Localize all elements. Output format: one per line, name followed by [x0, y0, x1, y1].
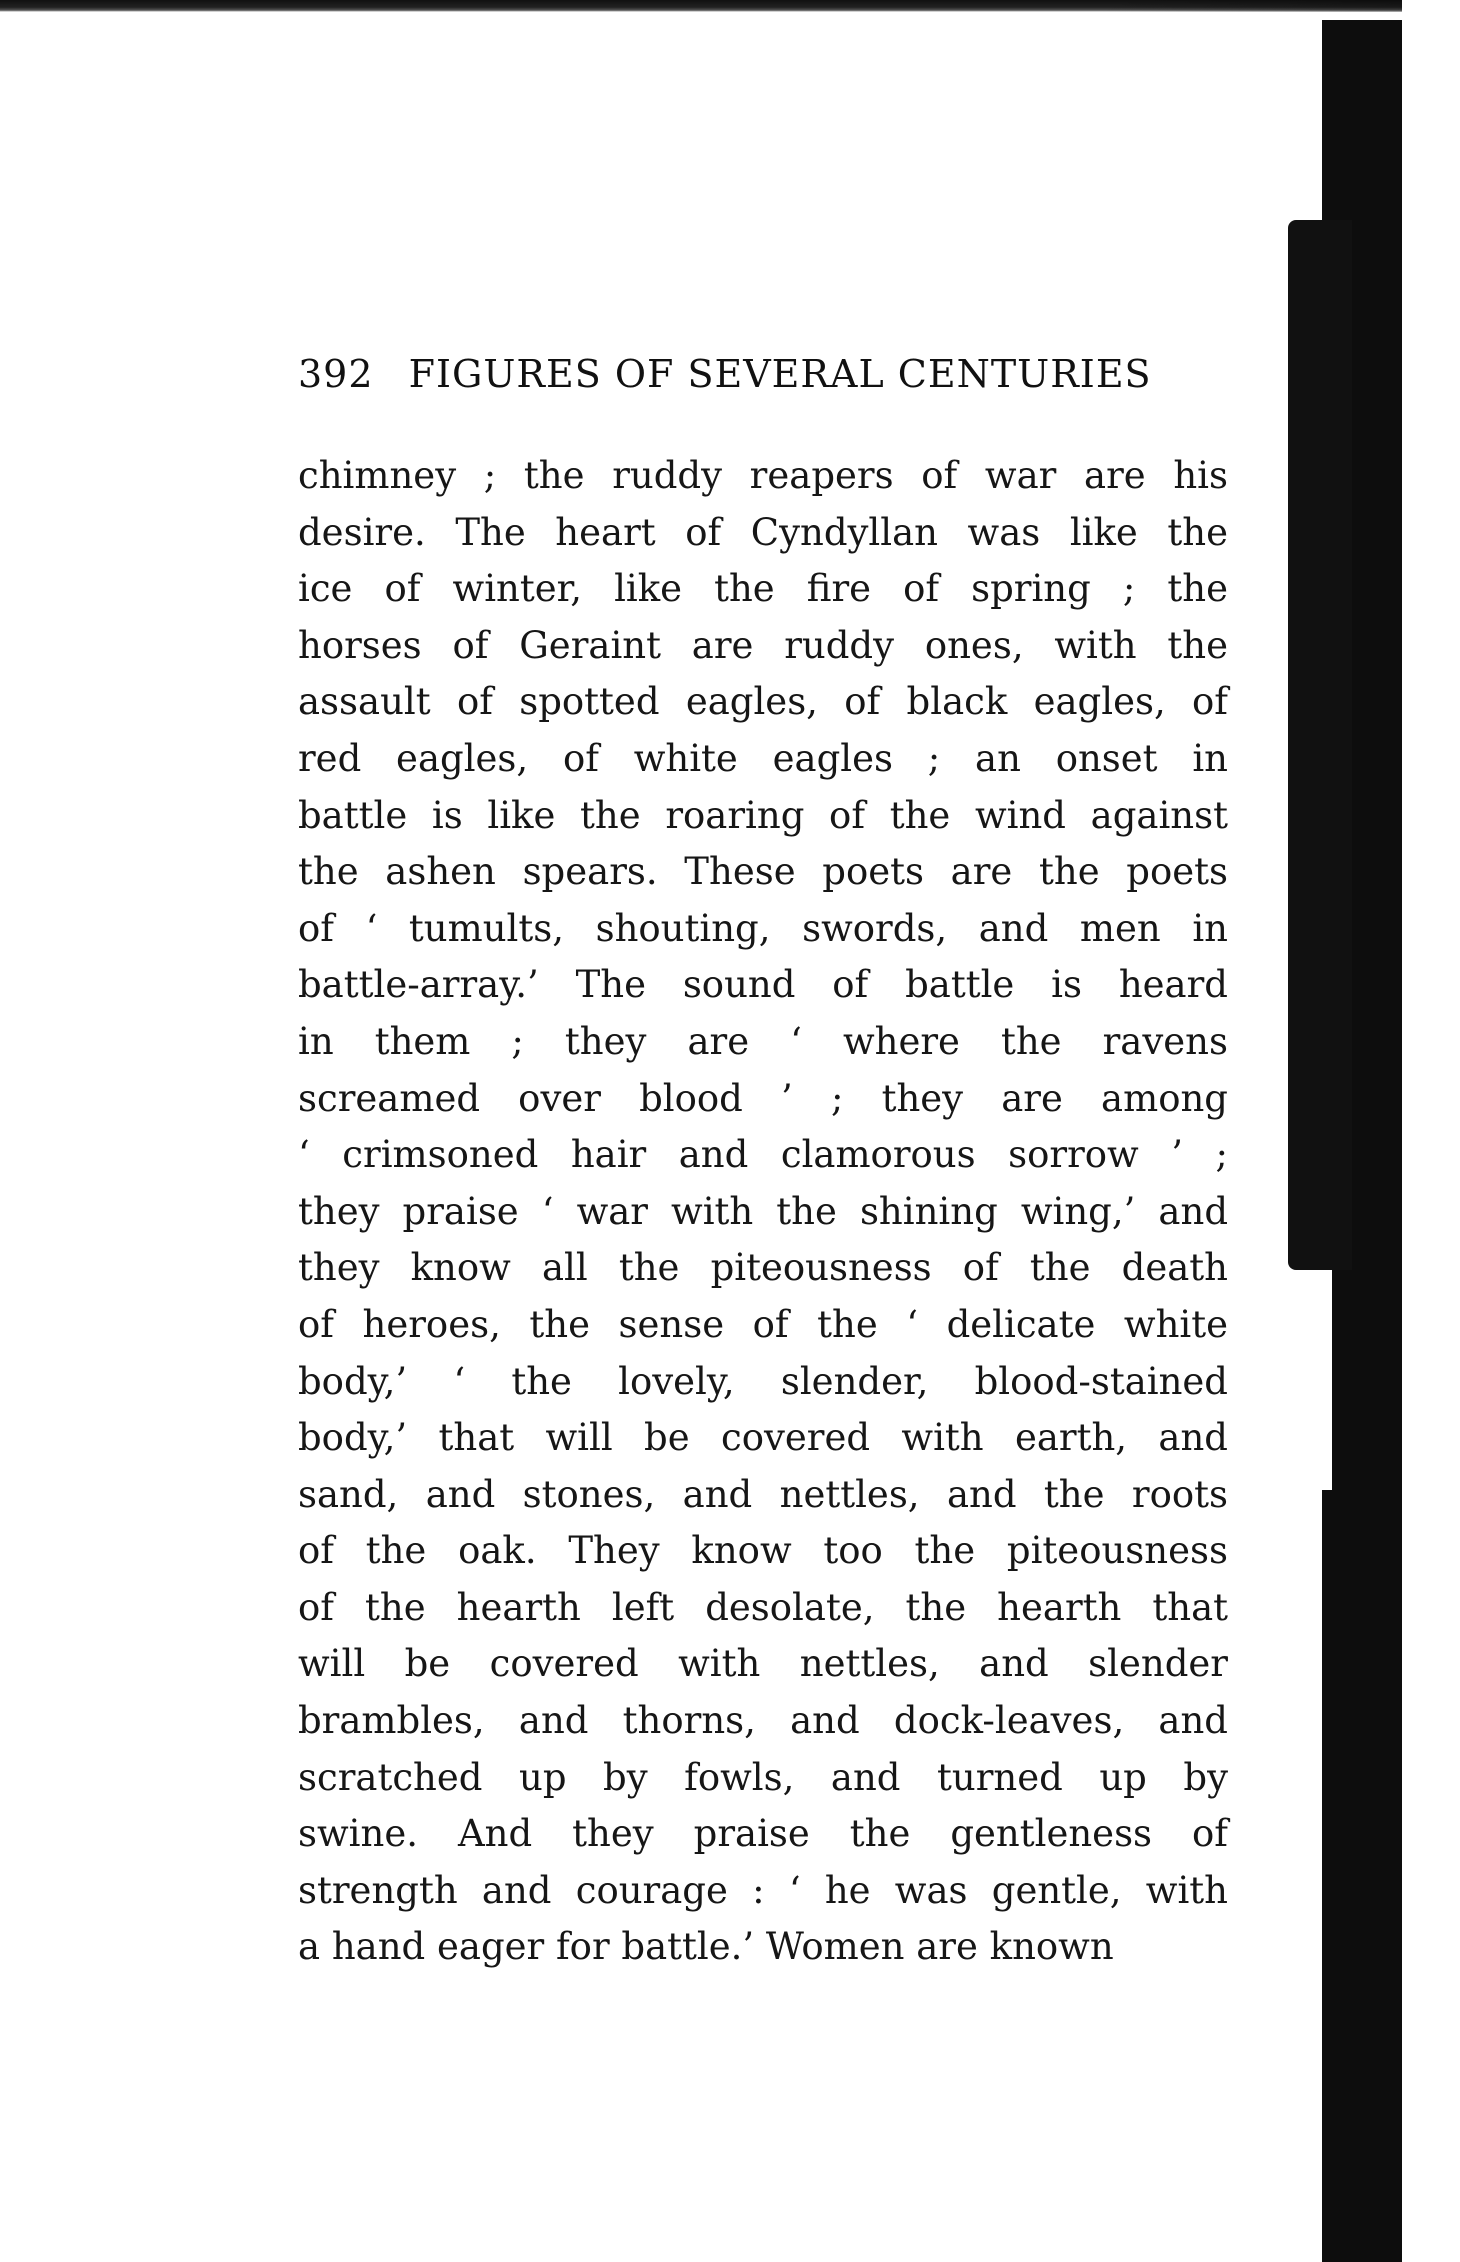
text-line: battle is like the roaring of the wind against — [298, 793, 1228, 837]
text-line: screamed over blood ’ ; they are among — [298, 1076, 1228, 1120]
page-number: 392 — [298, 352, 374, 396]
running-title: FIGURES OF SEVERAL CENTURIES — [408, 352, 1152, 396]
text-line: body,’ ‘ the lovely, slender, blood-stained — [298, 1359, 1228, 1403]
text-line: scratched up by fowls, and turned up by — [298, 1755, 1228, 1799]
text-line: assault of spotted eagles, of black eagles, of — [298, 680, 1228, 724]
text-line: horses of Geraint are ruddy ones, with the — [298, 623, 1228, 667]
page-header — [298, 352, 1228, 412]
scan-right-edge-shadow — [1288, 220, 1352, 1270]
text-line: of the oak. They know too the piteousness — [298, 1529, 1228, 1573]
text-line: sand, and stones, and nettles, and the roots — [298, 1472, 1228, 1516]
text-line: a hand eager for battle.’ Women are known — [298, 1925, 1114, 1969]
text-line: brambles, and thorns, and dock-leaves, and — [298, 1699, 1228, 1743]
text-line: strength and courage : ‘ he was gentle, with — [298, 1868, 1228, 1912]
text-line: red eagles, of white eagles ; an onset in — [298, 736, 1228, 780]
text-line: of ‘ tumults, shouting, swords, and men in — [298, 906, 1228, 950]
text-line: desire. The heart of Cyndyllan was like the — [298, 510, 1228, 554]
text-line: will be covered with nettles, and slender — [298, 1642, 1228, 1686]
text-line: chimney ; the ruddy reapers of war are his — [298, 454, 1228, 497]
text-line: battle-array.’ The sound of battle is heard — [298, 963, 1228, 1007]
text-line: body,’ that will be covered with earth, and — [298, 1416, 1228, 1460]
text-line: the ashen spears. These poets are the poets — [298, 850, 1228, 894]
text-line: ice of winter, like the fire of spring ; the — [298, 567, 1228, 611]
text-line: swine. And they praise the gentleness of — [298, 1812, 1228, 1856]
text-line: of heroes, the sense of the ‘ delicate white — [298, 1302, 1228, 1346]
scan-right-edge-gap — [1302, 1270, 1332, 1490]
body-text — [298, 448, 1228, 1976]
text-line: they praise ‘ war with the shining wing,’ and — [298, 1189, 1228, 1233]
text-line: they know all the piteousness of the death — [298, 1246, 1228, 1290]
text-line: ‘ crimsoned hair and clamorous sorrow ’ ; — [298, 1133, 1228, 1177]
text-line: in them ; they are ‘ where the ravens — [298, 1019, 1228, 1063]
scan-top-edge-shade — [0, 0, 1410, 12]
scan-right-margin — [1402, 0, 1460, 2262]
text-line: of the hearth left desolate, the hearth that — [298, 1585, 1228, 1629]
